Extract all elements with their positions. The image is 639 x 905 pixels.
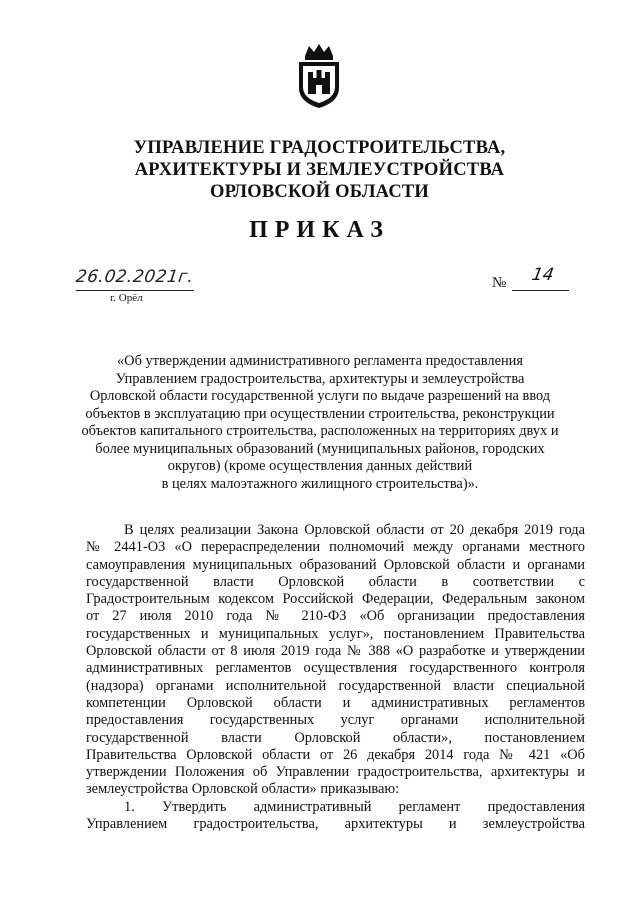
- document-type-title: ПРИКАЗ: [249, 217, 390, 243]
- body-line: государственной власти Орловской области в соответствии с: [86, 573, 585, 590]
- handwritten-number: 14: [530, 265, 556, 285]
- order-body: [86, 522, 585, 833]
- subject-line: в целях малоэтажного жилищного строительства)».: [161, 475, 479, 492]
- body-line: № 2441-ОЗ «О перераспределении полномочий между органами местного: [86, 539, 585, 556]
- coat-of-arms-icon: [295, 42, 343, 110]
- body-line: предоставления государственных услуг органами исполнительной: [86, 712, 585, 729]
- org-line-3: ОРЛОВСКОЙ ОБЛАСТИ: [209, 182, 430, 202]
- number-label: №: [492, 275, 507, 291]
- body-line: компетенции Орловской области и административных регламентов: [86, 694, 585, 711]
- body-line: землеустройства Орловской области» приказываю:: [86, 781, 400, 798]
- order-subject: [70, 353, 570, 493]
- organization-name: [60, 137, 579, 203]
- handwritten-date: 26.02.2021г.: [74, 267, 196, 287]
- body-line: от 27 июля 2010 года № 210-ФЗ «Об организации предоставления: [86, 608, 585, 625]
- body-line: Правительства Орловской области от 26 декабря 2014 года № 421 «Об: [86, 746, 585, 763]
- number-underline: [512, 290, 569, 291]
- body-line: Градостроительным кодексом Российской Федерации, Федеральным законом: [86, 591, 585, 608]
- subject-line: более муниципальных образований (муниципальных районов, городских: [95, 440, 545, 457]
- body-line: государственных и муниципальных услуг», постановлением Правительства: [86, 625, 585, 642]
- body-line: (надзора) органами исполнительной государственной власти специальной: [86, 677, 585, 694]
- org-line-2: АРХИТЕКТУРЫ И ЗЕМЛЕУСТРОЙСТВА: [134, 160, 505, 180]
- body-line: государственной власти Орловской области», постановлением: [86, 729, 585, 746]
- subject-line: объектов капитального строительства, расположенных на территориях двух и: [81, 423, 559, 439]
- subject-line: Орловской области государственной услуги по выдаче разрешений на ввод: [89, 388, 551, 404]
- org-line-1: УПРАВЛЕНИЕ ГРАДОСТРОИТЕЛЬСТВА,: [133, 138, 506, 158]
- body-line: утверждении Положения об Управлении градостроительства, архитектуры и: [86, 764, 585, 781]
- subject-line: объектов в эксплуатацию при осуществлении строительства, реконструкции: [85, 405, 555, 422]
- body-line: Управлением градостроительства, архитектуры и землеустройства: [86, 816, 585, 833]
- body-line-item-1: 1. Утвердить административный регламент предоставления: [124, 798, 585, 815]
- body-line: В целях реализации Закона Орловской области от 20 декабря 2019 года: [124, 522, 585, 538]
- body-line: Орловской области от 8 июля 2019 года № 388 «О разработке и утверждении: [86, 643, 585, 660]
- date-underline: [76, 290, 194, 291]
- subject-line: округов) (кроме осуществления данных действий: [167, 458, 473, 474]
- city-label: г. Орёл: [110, 292, 143, 304]
- body-line: административных регламентов осуществления государственного контроля: [86, 660, 585, 677]
- subject-line: «Об утверждении административного регламента предоставления: [116, 353, 523, 369]
- subject-line: Управлением градостроительства, архитектуры и землеустройства: [115, 370, 525, 387]
- body-line: самоуправления муниципальных образований Орловской области и органами: [86, 556, 585, 573]
